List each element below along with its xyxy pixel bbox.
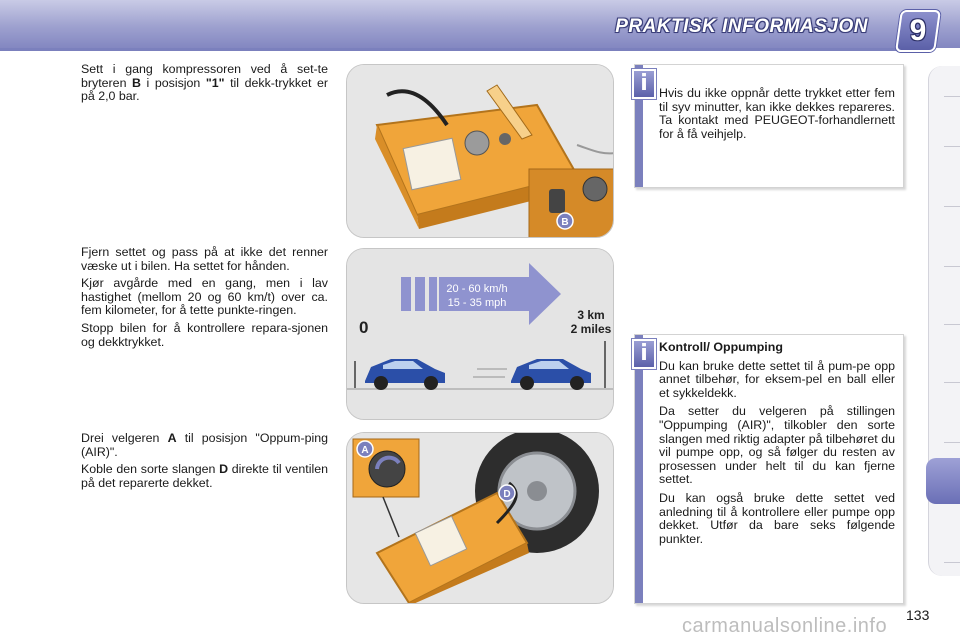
step-text: Stopp bilen for å kontrollere repara-sjonen og dekktrykket.: [81, 320, 328, 349]
info-heading: Kontroll/ Oppumping: [659, 340, 783, 354]
step-text: til dekk-trykket er på 2,0 bar.: [81, 75, 328, 104]
watermark: carmanualsonline.info: [682, 615, 888, 637]
tab-divider: [944, 382, 960, 383]
chapter-badge[interactable]: [895, 10, 941, 52]
tab-divider: [944, 442, 960, 443]
info-paragraph: Du kan bruke dette settet til å pum-pe opp annet tilbehør, for eksem-pel en ball eller et sykkeldekk.: [659, 358, 895, 400]
instruction-step: [60, 277, 328, 318]
speed-mph-label: 15 - 35 mph: [447, 297, 507, 309]
info-box-check-inflate: [634, 334, 904, 604]
step-emphasis: "1": [205, 75, 225, 90]
page-number: 133: [906, 607, 930, 623]
tab-divider: [944, 266, 960, 267]
illustration-selector-hose: [346, 432, 614, 604]
chapter-tab-active[interactable]: [926, 458, 960, 504]
tab-divider: [944, 146, 960, 147]
step-text: Koble den sorte slangen: [81, 462, 220, 477]
step-emphasis: A: [167, 431, 177, 445]
header-rule: [0, 48, 900, 51]
section-title: PRAKTISK INFORMASJON: [615, 16, 868, 37]
tab-divider: [944, 206, 960, 207]
illustration-compressor-switch: [346, 64, 614, 238]
instruction-step: [60, 322, 328, 349]
info-paragraph: Da setter du velgeren på stillingen "Oppumping (AIR)", tilkobler den sorte slangen med riktig adapter på tilbehøret du vil pumpe opp, og så følger du resten av prosessen under helt til du kan fjerne settet.: [659, 404, 895, 487]
tab-divider: [944, 562, 960, 563]
info-accent-bar: [635, 335, 643, 603]
distance-start-label: 0: [359, 318, 369, 337]
step-text: i posisjon: [140, 75, 206, 90]
info-icon: i: [632, 339, 656, 369]
info-text: Hvis du ikke oppnår dette trykket etter fem til syv minutter, kan ikke dekkes repareres. Ta kontakt med PEUGEOT-forhandlernett for å få veihjelp.: [659, 86, 895, 141]
step-emphasis: D: [219, 462, 229, 477]
step-text: Fjern settet og pass på at ikke det renner væske ut i bilen. Ha settet for hånden.: [81, 245, 328, 273]
callout-label-a: A: [361, 445, 369, 456]
step-text: Kjør avgårde med en gang, men i lav hastighet (mellom 20 og 60 km/t) over ca. fem kilometer, for å tette punkte-ringen.: [81, 276, 328, 318]
info-paragraph: Du kan også bruke dette settet ved anledning til å kontrollere eller pumpe opp dekket. Utfør da bare seks følgende punkter.: [659, 490, 895, 546]
callout-label-d: D: [503, 489, 511, 500]
instruction-step: [60, 432, 328, 459]
distance-miles-label: 2 miles: [570, 322, 612, 336]
illustration-drive-distance: [346, 248, 614, 420]
step-text: direkte til ventilen på det reparerte dekket.: [81, 462, 328, 490]
info-box-no-pressure: [634, 64, 904, 188]
instruction-step: [60, 246, 328, 273]
distance-km-label: 3 km: [577, 308, 605, 322]
step-text: til posisjon "Oppum-ping (AIR)".: [81, 431, 328, 459]
steps-driving: [60, 246, 328, 353]
step-text: Drei velgeren: [81, 431, 168, 445]
callout-label-b: B: [561, 217, 569, 228]
steps-inflate: [60, 432, 328, 494]
tab-divider: [944, 324, 960, 325]
instruction-step: [60, 63, 328, 104]
steps-compressor: [60, 63, 328, 108]
tab-divider: [944, 96, 960, 97]
speed-kmh-label: 20 - 60 km/h: [446, 283, 508, 295]
info-icon: i: [632, 69, 656, 99]
instruction-step: [60, 463, 328, 490]
step-emphasis: B: [132, 75, 141, 90]
step-text: Sett i gang kompressoren ved å set-te bryteren: [81, 62, 328, 90]
chapter-number: 9: [909, 14, 927, 47]
